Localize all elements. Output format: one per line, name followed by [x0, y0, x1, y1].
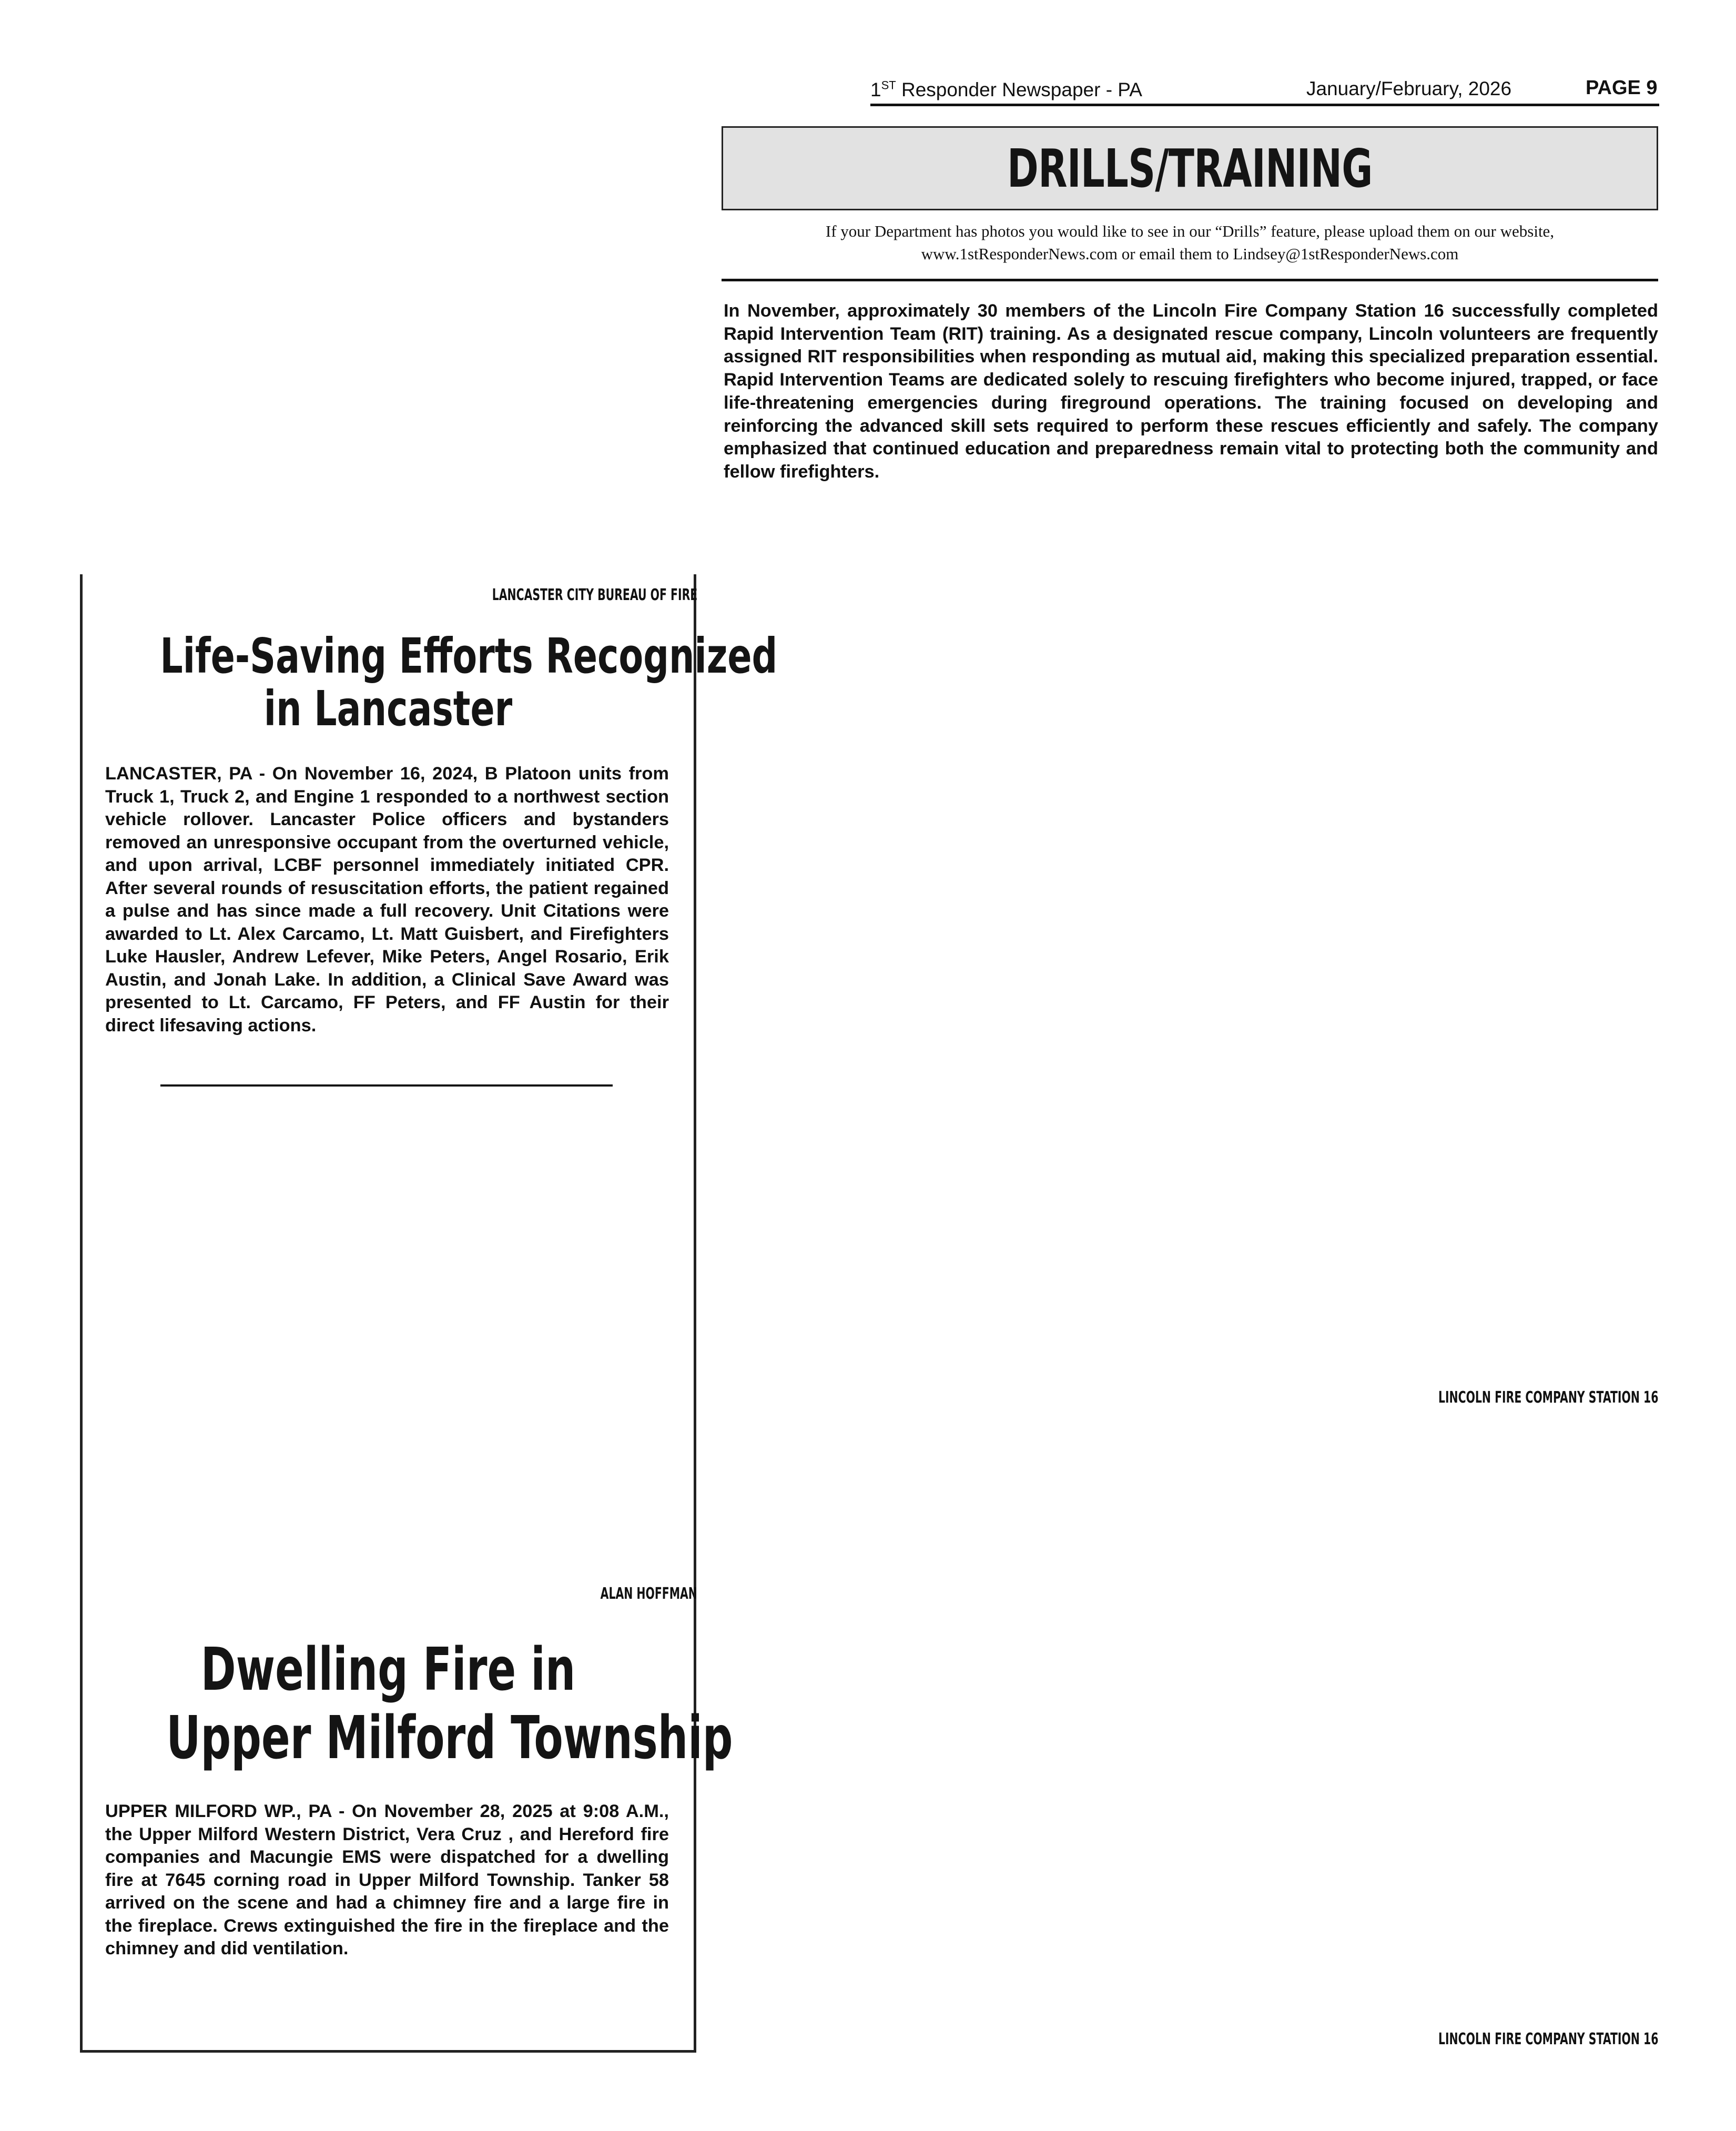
headline-line-1: Life-Saving Efforts Recognized — [160, 628, 778, 684]
photo-credit-lincoln-2: LINCOLN FIRE COMPANY STATION 16 — [1438, 2030, 1658, 2048]
rit-training-article: In November, approximately 30 members of the Lincoln Fire Company Station 16 successfully completed Rapid Intervention Team (RIT) training. As a designated rescue company, Lincoln volunteers are frequently assigned RIT responsibilities when responding as mutual aid, making this specialized preparation essential. Rapid Intervention Teams are dedicated solely to rescuing firefighters who become injured, trapped, or face life-threatening emergencies during fireground operations. The training focused on developing and reinforcing the advanced skill sets required to perform these rescues efficiently and safely. The company emphasized that continued education and preparedness remain vital to protecting both the community and fellow firefighters. — [724, 301, 1658, 482]
photo-credit-lincoln-1: LINCOLN FIRE COMPANY STATION 16 — [1438, 1388, 1658, 1407]
headline-line-2: in Lancaster — [263, 681, 513, 737]
submission-notice-line-2: www.1stResponderNews.com or email them to Lindsey@1stResponderNews.com — [921, 245, 1459, 263]
submission-notice-line-1: If your Department has photos you would like to see in our “Drills” feature, please upload them on our website, — [825, 222, 1555, 240]
headline-line-2: Upper Milford Township — [166, 1704, 733, 1772]
headline-line-1: Dwelling Fire in — [200, 1636, 576, 1704]
notice-divider — [722, 279, 1658, 281]
section-banner — [722, 126, 1658, 210]
publication-prefix: 1 — [870, 79, 881, 100]
header-divider — [870, 104, 1659, 106]
section-title: DRILLS/TRAINING — [1007, 137, 1373, 199]
headline-dwelling-fire — [166, 1636, 733, 1772]
lancaster-article-body: LANCASTER, PA - On November 16, 2024, B Platoon units from Truck 1, Truck 2, and Engine 1 responded to a northwest section vehicle rollover. Lancaster Police officers and bystanders removed an unresponsive occupant from the overturned vehicle, and upon arrival, LCBF personnel immediately initiated CPR. After several rounds of resuscitation efforts, the patient regained a pulse and has since made a full recovery. Unit Citations were awarded to Lt. Alex Carcamo, Lt. Matt Guisbert, and Firefighters Luke Hausler, Andrew Lefever, Mike Peters, Angel Rosario, Erik Austin, and Jonah Lake. In addition, a Clinical Save Award was presented to Lt. Carcamo, FF Peters, and FF Austin for their direct lifesaving actions. — [105, 764, 669, 1036]
submission-notice — [722, 220, 1658, 265]
publication-name — [870, 79, 1142, 101]
page-number: PAGE 9 — [1586, 77, 1658, 99]
publication-title: Responder Newspaper - PA — [896, 79, 1142, 100]
issue-date: January/February, 2026 — [1306, 78, 1512, 99]
headline-life-saving — [160, 628, 778, 737]
publication-superscript: ST — [881, 78, 896, 92]
photo-credit-lancaster: LANCASTER CITY BUREAU OF FIRE — [492, 586, 697, 604]
story-separator — [160, 1084, 613, 1087]
photo-credit-hoffman: ALAN HOFFMAN — [600, 1585, 697, 1603]
milford-article-body: UPPER MILFORD WP., PA - On November 28, 2025 at 9:08 A.M., the Upper Milford Western District, Vera Cruz , and Hereford fire companies and Macungie EMS were dispatched for a dwelling fire at 7645 corning road in Upper Milford Township. Tanker 58 arrived on the scene and had a chimney fire and a large fire in the fireplace. Crews extinguished the fire in the fireplace and the chimney and did ventilation. — [105, 1801, 669, 1959]
